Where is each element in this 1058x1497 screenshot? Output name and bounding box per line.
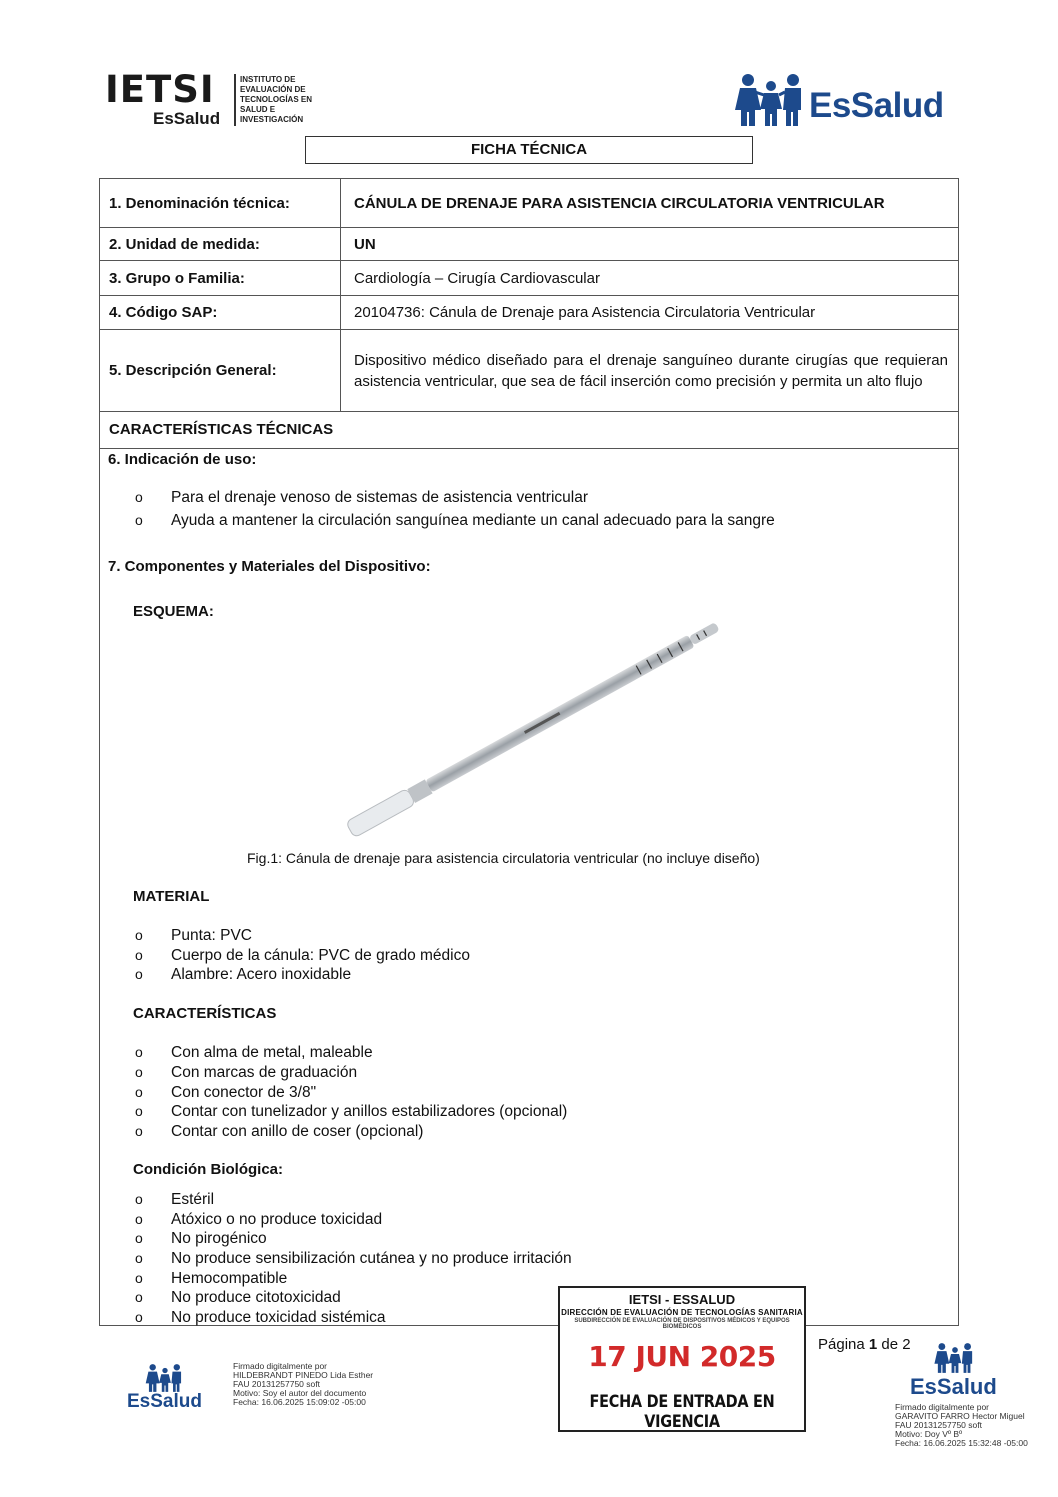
row-label: 3. Grupo o Familia: [100,261,341,295]
stamp-subtitle-2: SUBDIRECCIÓN DE EVALUACIÓN DE DISPOSITIVOS MÉDICOS Y EQUIPOS BIOMÉDICOS [574,1318,790,1330]
signature-left: Firmado digitalmente por HILDEBRANDT PINEDO Lida Esther FAU 20131257750 soft Motivo: Soy el autor del documento Fecha: 16.06.2025 15:09:02 -05:00 [233,1361,374,1407]
row-value: Cardiología – Cirugía Cardiovascular [354,269,600,287]
row-value: Dispositivo médico diseñado para el drenaje sanguíneo durante cirugías que requieran asistencia ventricular, que sea de fácil inserción como precisión y permita un alto flujo [354,351,948,390]
ietsi-logo-text: INSTITUTO DE EVALUACIÓN DE TECNOLOGÍAS EN SALUD E INVESTIGACIÓN [240,75,313,124]
family-icon [932,1342,978,1374]
row-value: 20104736: Cánula de Drenaje para Asistencia Circulatoria Ventricular [354,304,816,321]
signature-right: Firmado digitalmente por GARAVITO FARRO Hector Miguel FAU 20131257750 soft Motivo: Doy Vº Bº Fecha: 16.06.2025 15:32:48 -05:00 [895,1402,1028,1448]
stamp-title: IETSI - ESSALUD [628,1292,736,1307]
row-value: CÁNULA DE DRENAJE PARA ASISTENCIA CIRCULATORIA VENTRICULAR [354,194,885,212]
footer-logo-word: EsSalud [910,1374,997,1399]
cannula-image [340,618,720,850]
row-label: 2. Unidad de medida: [100,228,341,260]
row-value: UN [354,235,376,253]
section-7-title: 7. Componentes y Materiales del Dispositivo: [108,558,431,575]
ietsi-logo-mark: IETSI [105,68,215,111]
table-row [100,330,958,412]
footer-essalud-logo-right [910,1342,1002,1400]
ietsi-logo-divider [234,74,236,126]
stamp-footer: FECHA DE ENTRADA EN VIGENCIA [589,1392,775,1432]
table-row [100,296,958,330]
validity-stamp [558,1286,806,1432]
row-label: 1. Denominación técnica: [100,179,341,227]
table-row [100,261,958,296]
stamp-date: 17 JUN 2025 [588,1340,776,1373]
essalud-logo [735,72,960,130]
stamp-subtitle: DIRECCIÓN DE EVALUACIÓN DE TECNOLOGÍAS SANITARIA [561,1308,803,1317]
table-row [100,179,958,228]
material-title: MATERIAL [133,888,210,905]
section-6-title: 6. Indicación de uso: [108,451,257,468]
ietsi-logo-sub: EsSalud [153,109,221,128]
caracteristicas-title: CARACTERÍSTICAS [133,1005,277,1022]
tech-header: CARACTERÍSTICAS TÉCNICAS [109,421,334,438]
ietsi-logo [105,68,320,130]
document-title: FICHA TÉCNICA [305,136,753,164]
footer-logo-word: EsSalud [127,1391,202,1412]
bio-title: Condición Biológica: [133,1161,283,1178]
row-label: 5. Descripción General: [100,330,341,411]
footer-essalud-logo-left [127,1363,207,1413]
esquema-title: ESQUEMA: [133,603,214,620]
figure-caption: Fig.1: Cánula de drenaje para asistencia circulatoria ventricular (no incluye diseño) [247,850,760,866]
tech-header-row [100,412,958,449]
family-icon [735,72,807,128]
row-label: 4. Código SAP: [100,296,341,329]
table-row [100,228,958,261]
essalud-wordmark: EsSalud [809,86,944,125]
page-number: Página 1 de 2 [818,1336,911,1353]
family-icon [145,1363,185,1393]
